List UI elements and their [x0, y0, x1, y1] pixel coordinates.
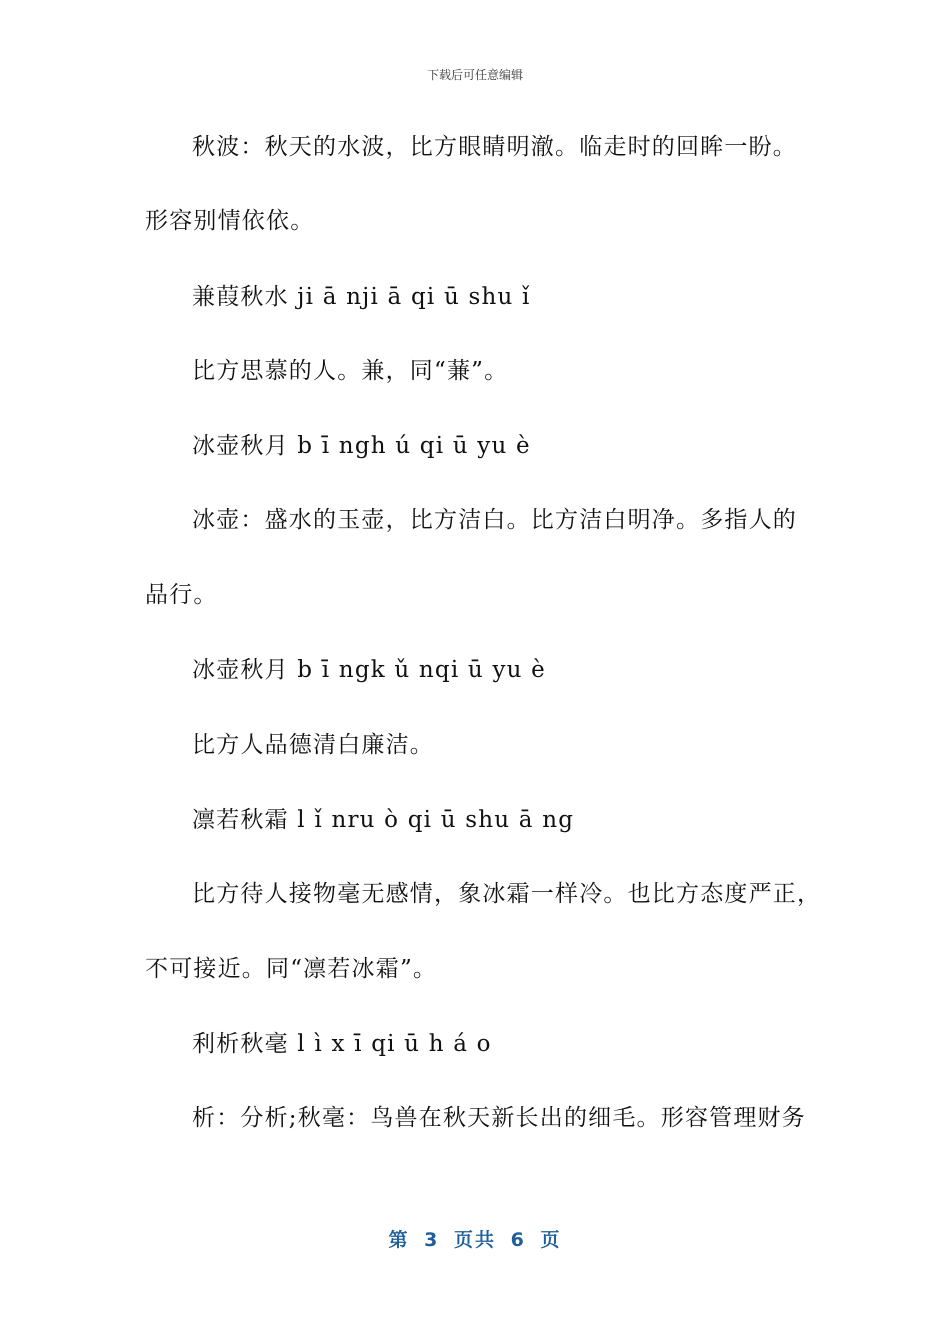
page-header: 下载后可任意编辑	[426, 68, 523, 82]
paragraph-line: 不可接近。同“凛若冰霜”。	[145, 956, 438, 982]
page-number-footer: 第 3 页共 6 页	[388, 1229, 562, 1251]
idiom-heading: 兼葭秋水 ji ā nji ā qi ū shu ǐ	[192, 284, 531, 310]
idiom-heading: 冰壶秋月 b ī ngh ú qi ū yu è	[192, 433, 531, 459]
paragraph-line: 形容别情依依。	[145, 208, 315, 234]
paragraph-line: 冰壶：盛水的玉壶，比方洁白。比方洁白明净。多指人的	[192, 507, 797, 533]
paragraph-line: 品行。	[145, 582, 218, 608]
paragraph-line: 秋波：秋天的水波，比方眼睛明澈。临走时的回眸一盼。	[192, 134, 797, 160]
idiom-heading: 冰壶秋月 b ī ngk ǔ nqi ū yu è	[192, 657, 546, 683]
idiom-heading: 凛若秋霜 l ǐ nru ò qi ū shu ā ng	[192, 807, 575, 833]
paragraph-line: 比方人品德清白廉洁。	[192, 732, 434, 758]
idiom-heading: 利析秋毫 l ì x ī qi ū h á o	[192, 1031, 492, 1057]
paragraph-line: 比方思慕的人。兼，同“蒹”。	[192, 358, 509, 384]
paragraph-line: 比方待人接物毫无感情，象冰霜一样冷。也比方态度严正，	[192, 881, 822, 907]
paragraph-line: 析：分析;秋毫：鸟兽在秋天新长出的细毛。形容管理财务	[192, 1105, 806, 1131]
